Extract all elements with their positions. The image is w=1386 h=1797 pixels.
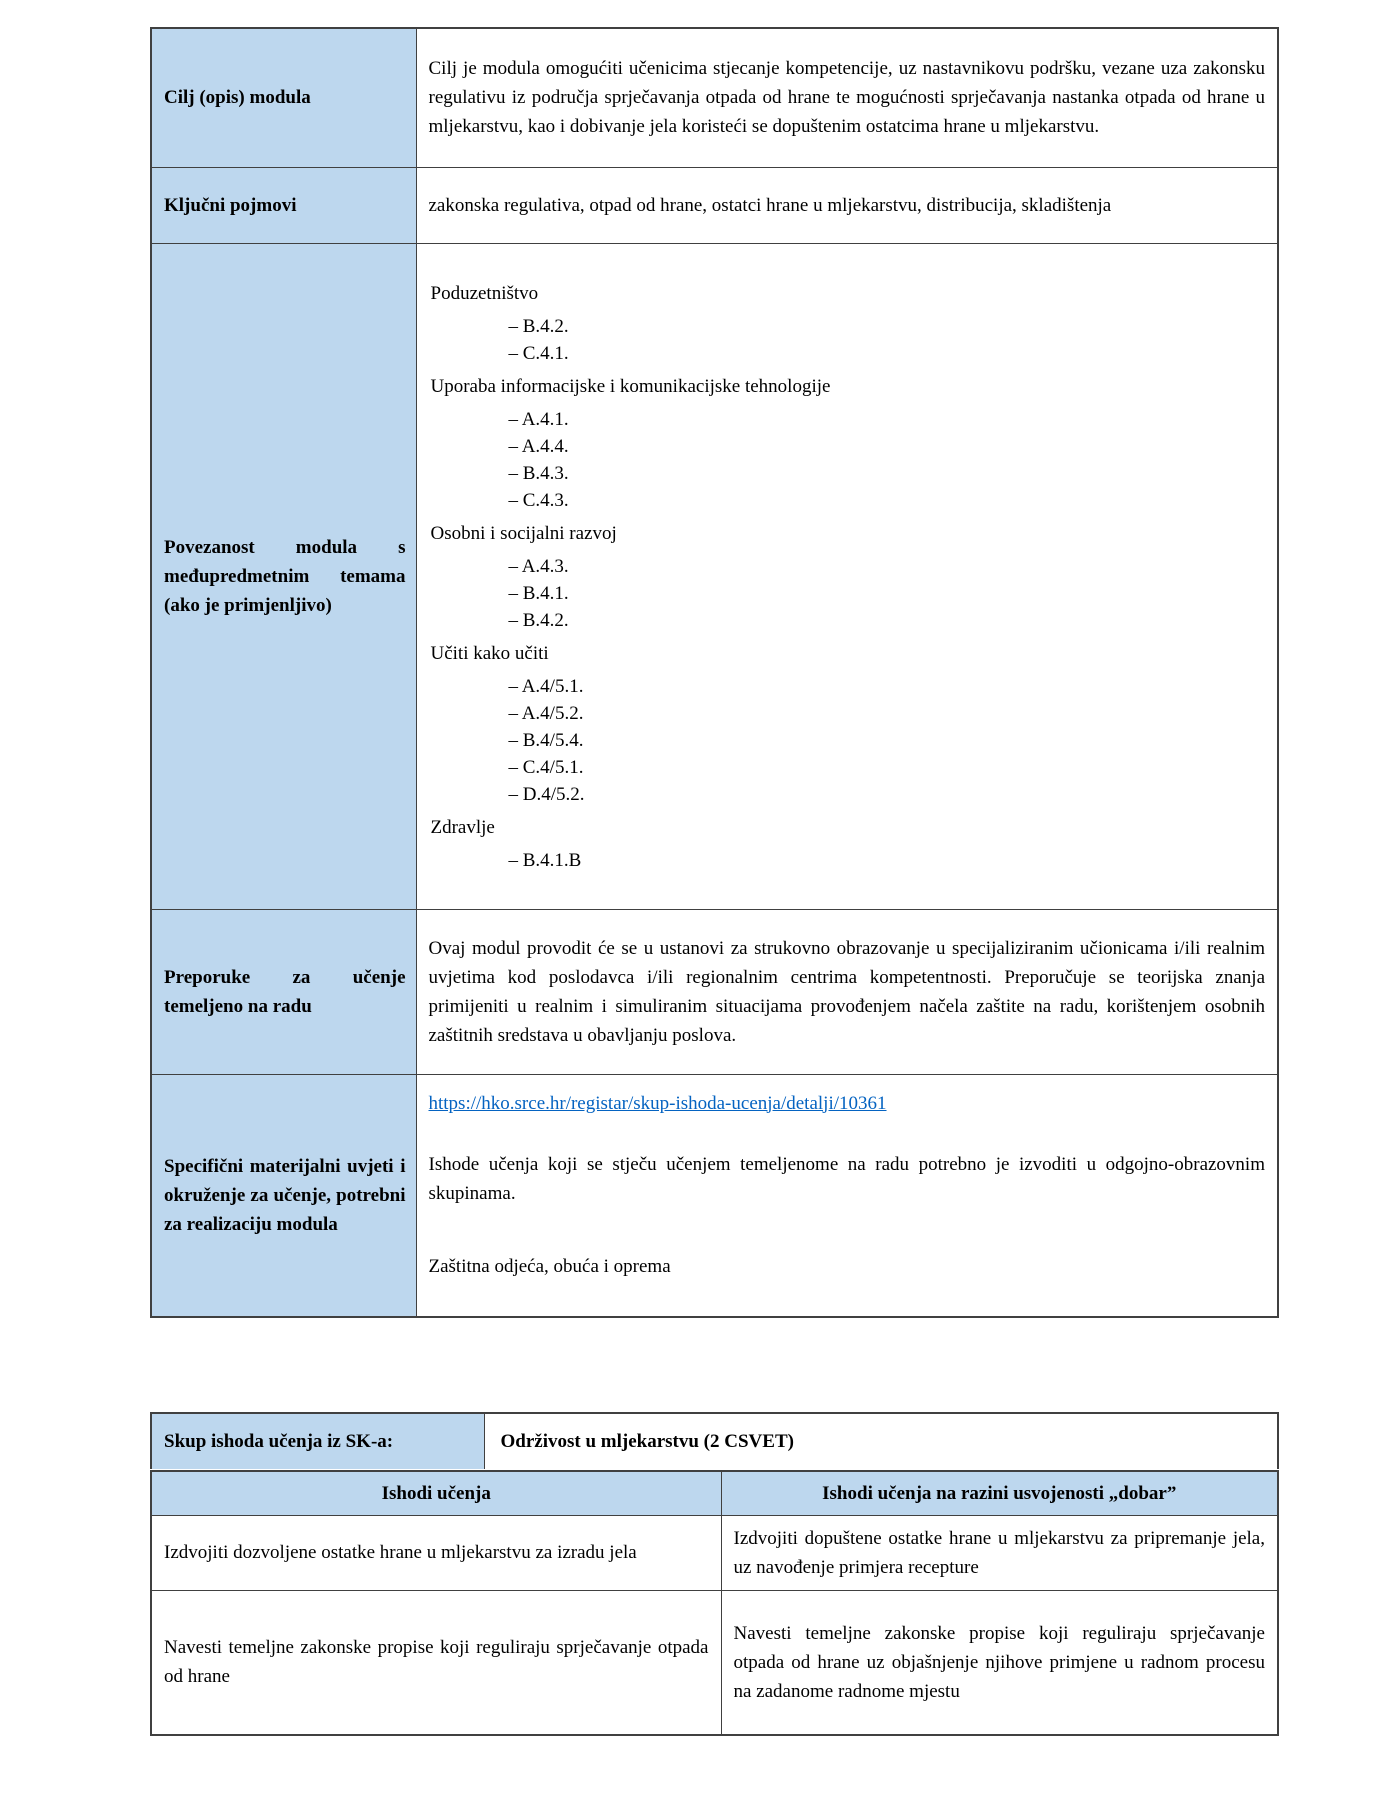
key-terms-text: zakonska regulativa, otpad od hrane, ostatci hrane u mljekarstvu, distribucija, skladištenja — [416, 167, 1278, 243]
outcome-row — [151, 1515, 1278, 1590]
outcome-cell-right: Navesti temeljne zakonske propise koji reguliraju sprječavanje otpada od hrane uz objašnjenje njihove primjene u radnom procesu na zadanome radnome mjestu — [721, 1590, 1278, 1735]
outcome-row — [151, 1590, 1278, 1735]
row-label: Ključni pojmovi — [164, 194, 297, 216]
code-item: – A.4.4. — [508, 435, 569, 457]
outcome-cell-left: Izdvojiti dozvoljene ostatke hrane u mljekarstvu za izradu jela — [151, 1515, 721, 1590]
outcomes-header-left: Ishodi učenja — [151, 1471, 721, 1515]
table-row — [151, 167, 1278, 243]
row-label: Specifični materijalni uvjeti i okruženje za učenje, potrebni za realizaciju modula — [164, 1155, 406, 1235]
cross-curricular-group-heading: Uporaba informacijske i komunikacijske tehnologije — [430, 375, 831, 397]
code-item: – B.4.3. — [508, 462, 569, 484]
material-conditions-content — [416, 1074, 1278, 1317]
code-item: – C.4.3. — [508, 489, 569, 511]
row-label: Cilj (opis) modula — [164, 87, 311, 109]
code-item: – C.4/5.1. — [508, 756, 584, 778]
code-item: – A.4/5.2. — [508, 702, 584, 724]
cross-curricular-content — [416, 243, 1278, 909]
cross-curricular-group-heading: Zdravlje — [430, 816, 495, 838]
wbl-outcomes-note: Ishode učenja koji se stječu učenjem temeljenome na radu potrebno je izvoditi u odgojno-obrazovnim skupinama. — [428, 1153, 1265, 1204]
cross-curricular-group-heading: Učiti kako učiti — [430, 642, 549, 664]
code-item: – D.4/5.2. — [508, 783, 585, 805]
module-goal-text: Cilj je modula omogućiti učenicima stjecanje kompetencije, uz nastavnikovu podršku, vezane uza zakonsku regulativu iz područja sprječavanja otpada od hrane te mogućnosti sprječavanja nastanka otpada od hrane u mljekarstvu, kao i dobivanje jela koristeći se dopuštenim ostatcima hrane u mljekarstvu. — [416, 28, 1278, 167]
cross-curricular-group-heading: Poduzetništvo — [430, 282, 539, 304]
code-item: – A.4.3. — [508, 555, 569, 577]
code-item: – C.4.1. — [508, 342, 569, 364]
cross-curricular-label — [151, 243, 416, 909]
protective-equipment-note: Zaštitna odjeća, obuća i oprema — [428, 1255, 671, 1277]
key-terms-label — [151, 167, 416, 243]
code-item: – B.4.2. — [508, 315, 569, 337]
sk-set-value: Održivost u mljekarstvu (2 CSVET) — [484, 1413, 1278, 1469]
cross-curricular-code-list — [509, 673, 1264, 808]
outcome-cell-right: Izdvojiti dopuštene ostatke hrane u mljekarstvu za pripremanje jela, uz navođenje primjera recepture — [721, 1515, 1278, 1590]
hko-registar-link[interactable]: https://hko.srce.hr/registar/skup-ishoda-ucenja/detalji/10361 — [428, 1092, 887, 1114]
sk-set-label: Skup ishoda učenja iz SK-a: — [151, 1413, 484, 1469]
cross-curricular-code-list — [509, 553, 1264, 634]
code-item: – A.4.1. — [508, 408, 569, 430]
module-goal-label — [151, 28, 416, 167]
table-row — [151, 243, 1278, 909]
row-label: Preporuke za učenje temeljeno na radu — [164, 966, 406, 1017]
code-item: – B.4.1. — [508, 582, 569, 604]
cross-curricular-group-heading: Osobni i socijalni razvoj — [430, 522, 617, 544]
learning-outcomes-table — [150, 1470, 1279, 1736]
outcomes-header-row — [151, 1471, 1278, 1515]
row-label: Povezanost modula s međupredmetnim temama (ako je primjenljivo) — [164, 536, 406, 616]
outcomes-set-title-table — [150, 1412, 1279, 1469]
outcomes-header-right: Ishodi učenja na razini usvojenosti „dobar” — [721, 1471, 1278, 1515]
material-conditions-label — [151, 1074, 416, 1317]
table-row — [151, 909, 1278, 1074]
outcome-cell-left: Navesti temeljne zakonske propise koji reguliraju sprječavanje otpada od hrane — [151, 1590, 721, 1735]
link-paragraph — [429, 1089, 1266, 1118]
table-row — [151, 28, 1278, 167]
cross-curricular-code-list — [509, 313, 1264, 367]
table-row — [151, 1413, 1278, 1469]
wbl-recommendations-label — [151, 909, 416, 1074]
code-item: – B.4.2. — [508, 609, 569, 631]
module-details-table — [150, 27, 1279, 1318]
code-item: – B.4/5.4. — [508, 729, 584, 751]
table-row — [151, 1074, 1278, 1317]
code-item: – B.4.1.B — [508, 849, 582, 871]
wbl-recommendations-text: Ovaj modul provodit će se u ustanovi za strukovno obrazovanje u specijaliziranim učionicama i/ili realnim uvjetima kod poslodavca i/ili regionalnim centrima kompetentnosti. Preporučuje se teorijska znanja primijeniti u realnim i simuliranim situacijama provođenjem načela zaštite na radu, korištenjem osobnih zaštitnih sredstava u obavljanju poslova. — [416, 909, 1278, 1074]
cross-curricular-code-list — [509, 847, 1264, 874]
cross-curricular-code-list — [509, 406, 1264, 514]
code-item: – A.4/5.1. — [508, 675, 584, 697]
